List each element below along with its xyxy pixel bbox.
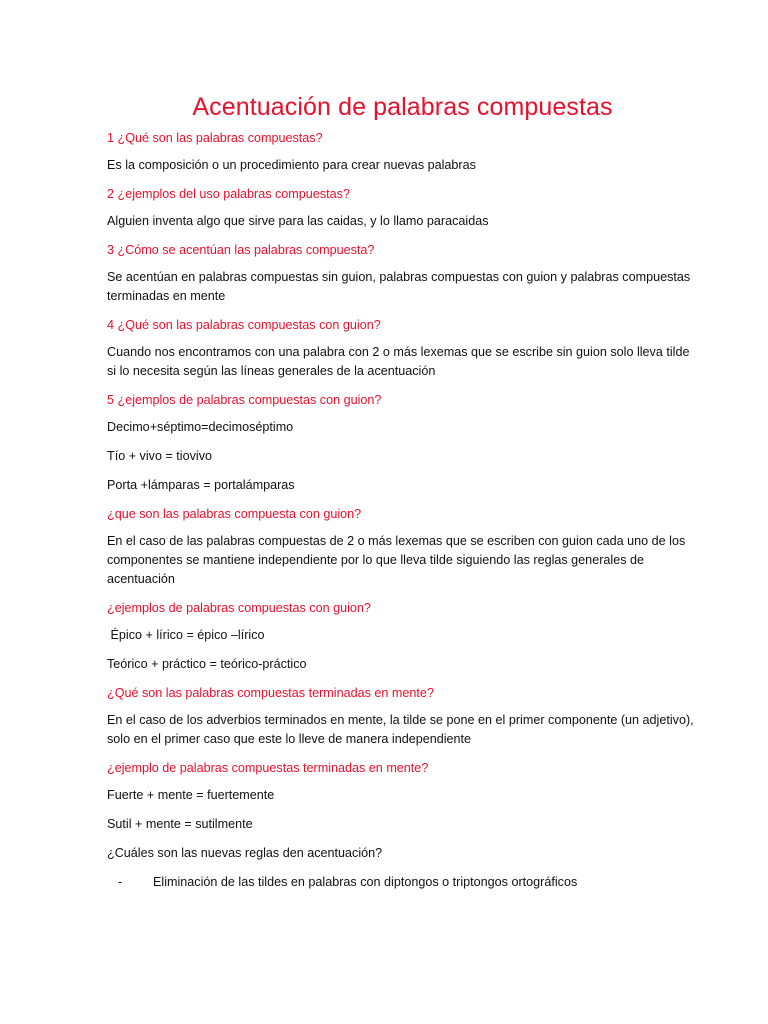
dash-bullet-icon: - [118,875,123,889]
list-item-text: Eliminación de las tildes en palabras con diptongos o triptongos ortográficos [153,875,578,889]
example-portalamparas: Porta +lámparas = portalámparas [107,478,295,492]
question-3: 3 ¿Cómo se acentúan las palabras compuesta? [107,243,375,257]
question-6: ¿que son las palabras compuesta con guion? [107,507,362,521]
example-epico-lirico: Épico + lírico = épico –lírico [107,628,265,642]
example-decimoseptimo: Decimo+séptimo=decimoséptimo [107,420,294,434]
question-4: 4 ¿Qué son las palabras compuestas con guion? [107,318,381,332]
question-1: 1 ¿Qué son las palabras compuestas? [107,131,323,145]
example-tiovivo: Tío + vivo = tiovivo [107,449,212,463]
example-sutilmente: Sutil + mente = sutilmente [107,817,253,831]
example-teorico-practico: Teórico + práctico = teórico-práctico [107,657,307,671]
answer-4: Cuando nos encontramos con una palabra con 2 o más lexemas que se escribe sin guion solo lleva tilde si lo necesita según las líneas generales de la acentuación [107,345,690,378]
new-rules-question: ¿Cuáles son las nuevas reglas den acentuación? [107,846,383,860]
question-2: 2 ¿ejemplos del uso palabras compuestas? [107,187,350,201]
question-9: ¿ejemplo de palabras compuestas terminadas en mente? [107,761,429,775]
question-5: 5 ¿ejemplos de palabras compuestas con guion? [107,393,382,407]
answer-3: Se acentúan en palabras compuestas sin guion, palabras compuestas con guion y palabras compuestas terminadas en mente [107,270,691,303]
answer-2: Alguien inventa algo que sirve para las caidas, y lo llamo paracaidas [107,214,489,228]
example-fuertemente: Fuerte + mente = fuertemente [107,788,275,802]
list-item [107,873,698,892]
page-title: Acentuación de palabras compuestas [192,93,613,121]
answer-1: Es la composición o un procedimiento para crear nuevas palabras [107,158,476,172]
answer-8: En el caso de los adverbios terminados en mente, la tilde se pone en el primer componente (un adjetivo), solo en el primer caso que este lo lleve de manera independiente [107,713,694,746]
answer-6: En el caso de las palabras compuestas de 2 o más lexemas que se escriben con guion cada uno de los componentes se mantiene independiente por lo que lleva tilde siguiendo las reglas generales de acentuación [107,534,686,586]
document-body [107,129,698,892]
question-8: ¿Qué son las palabras compuestas terminadas en mente? [107,686,434,700]
new-rules-list [107,873,698,892]
question-7: ¿ejemplos de palabras compuestas con guion? [107,601,371,615]
